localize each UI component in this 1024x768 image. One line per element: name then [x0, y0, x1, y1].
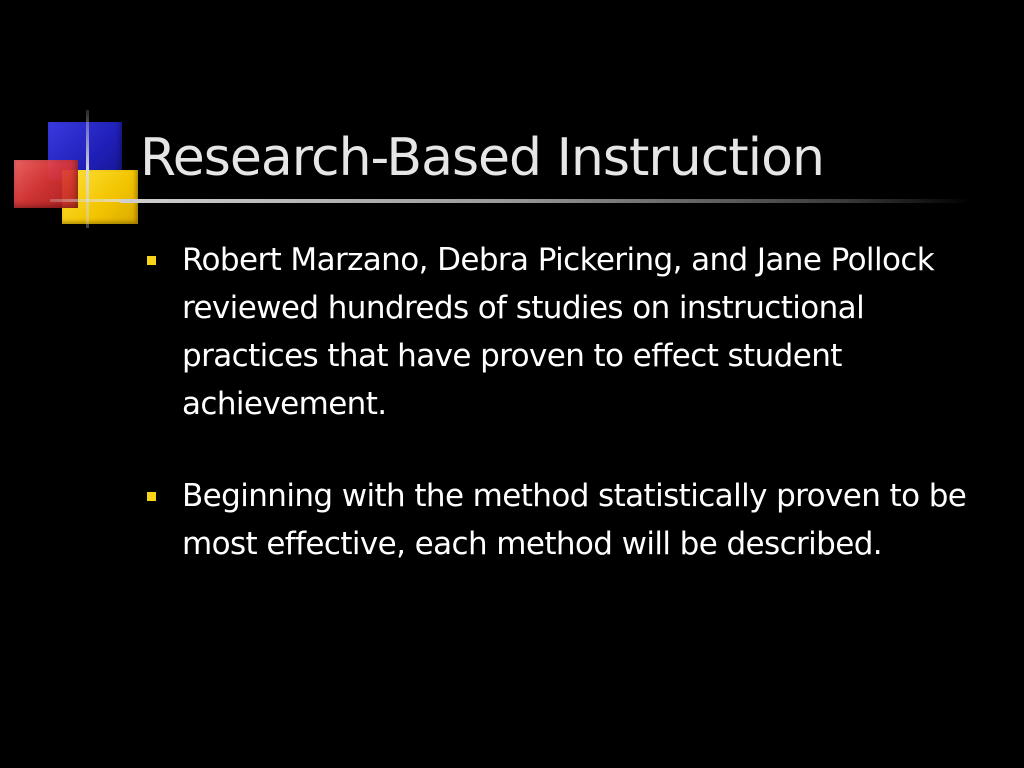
title-underline: [120, 199, 972, 203]
color-blocks-logo: [0, 0, 160, 240]
slide-title: Research-Based Instruction: [140, 128, 824, 188]
bullet-item: [0, 472, 1024, 568]
square-bullet-icon: [147, 256, 156, 265]
logo-vertical-line: [86, 110, 89, 228]
bullet-text: Robert Marzano, Debra Pickering, and Jane Pollock reviewed hundreds of studies on instructional practices that have proven to effect student achievement.: [182, 242, 935, 422]
square-bullet-icon: [147, 492, 156, 501]
bullet-text: Beginning with the method statistically proven to be most effective, each method will be described.: [182, 478, 967, 562]
bullet-item: [0, 236, 1024, 428]
bullet-list: [0, 236, 1024, 612]
